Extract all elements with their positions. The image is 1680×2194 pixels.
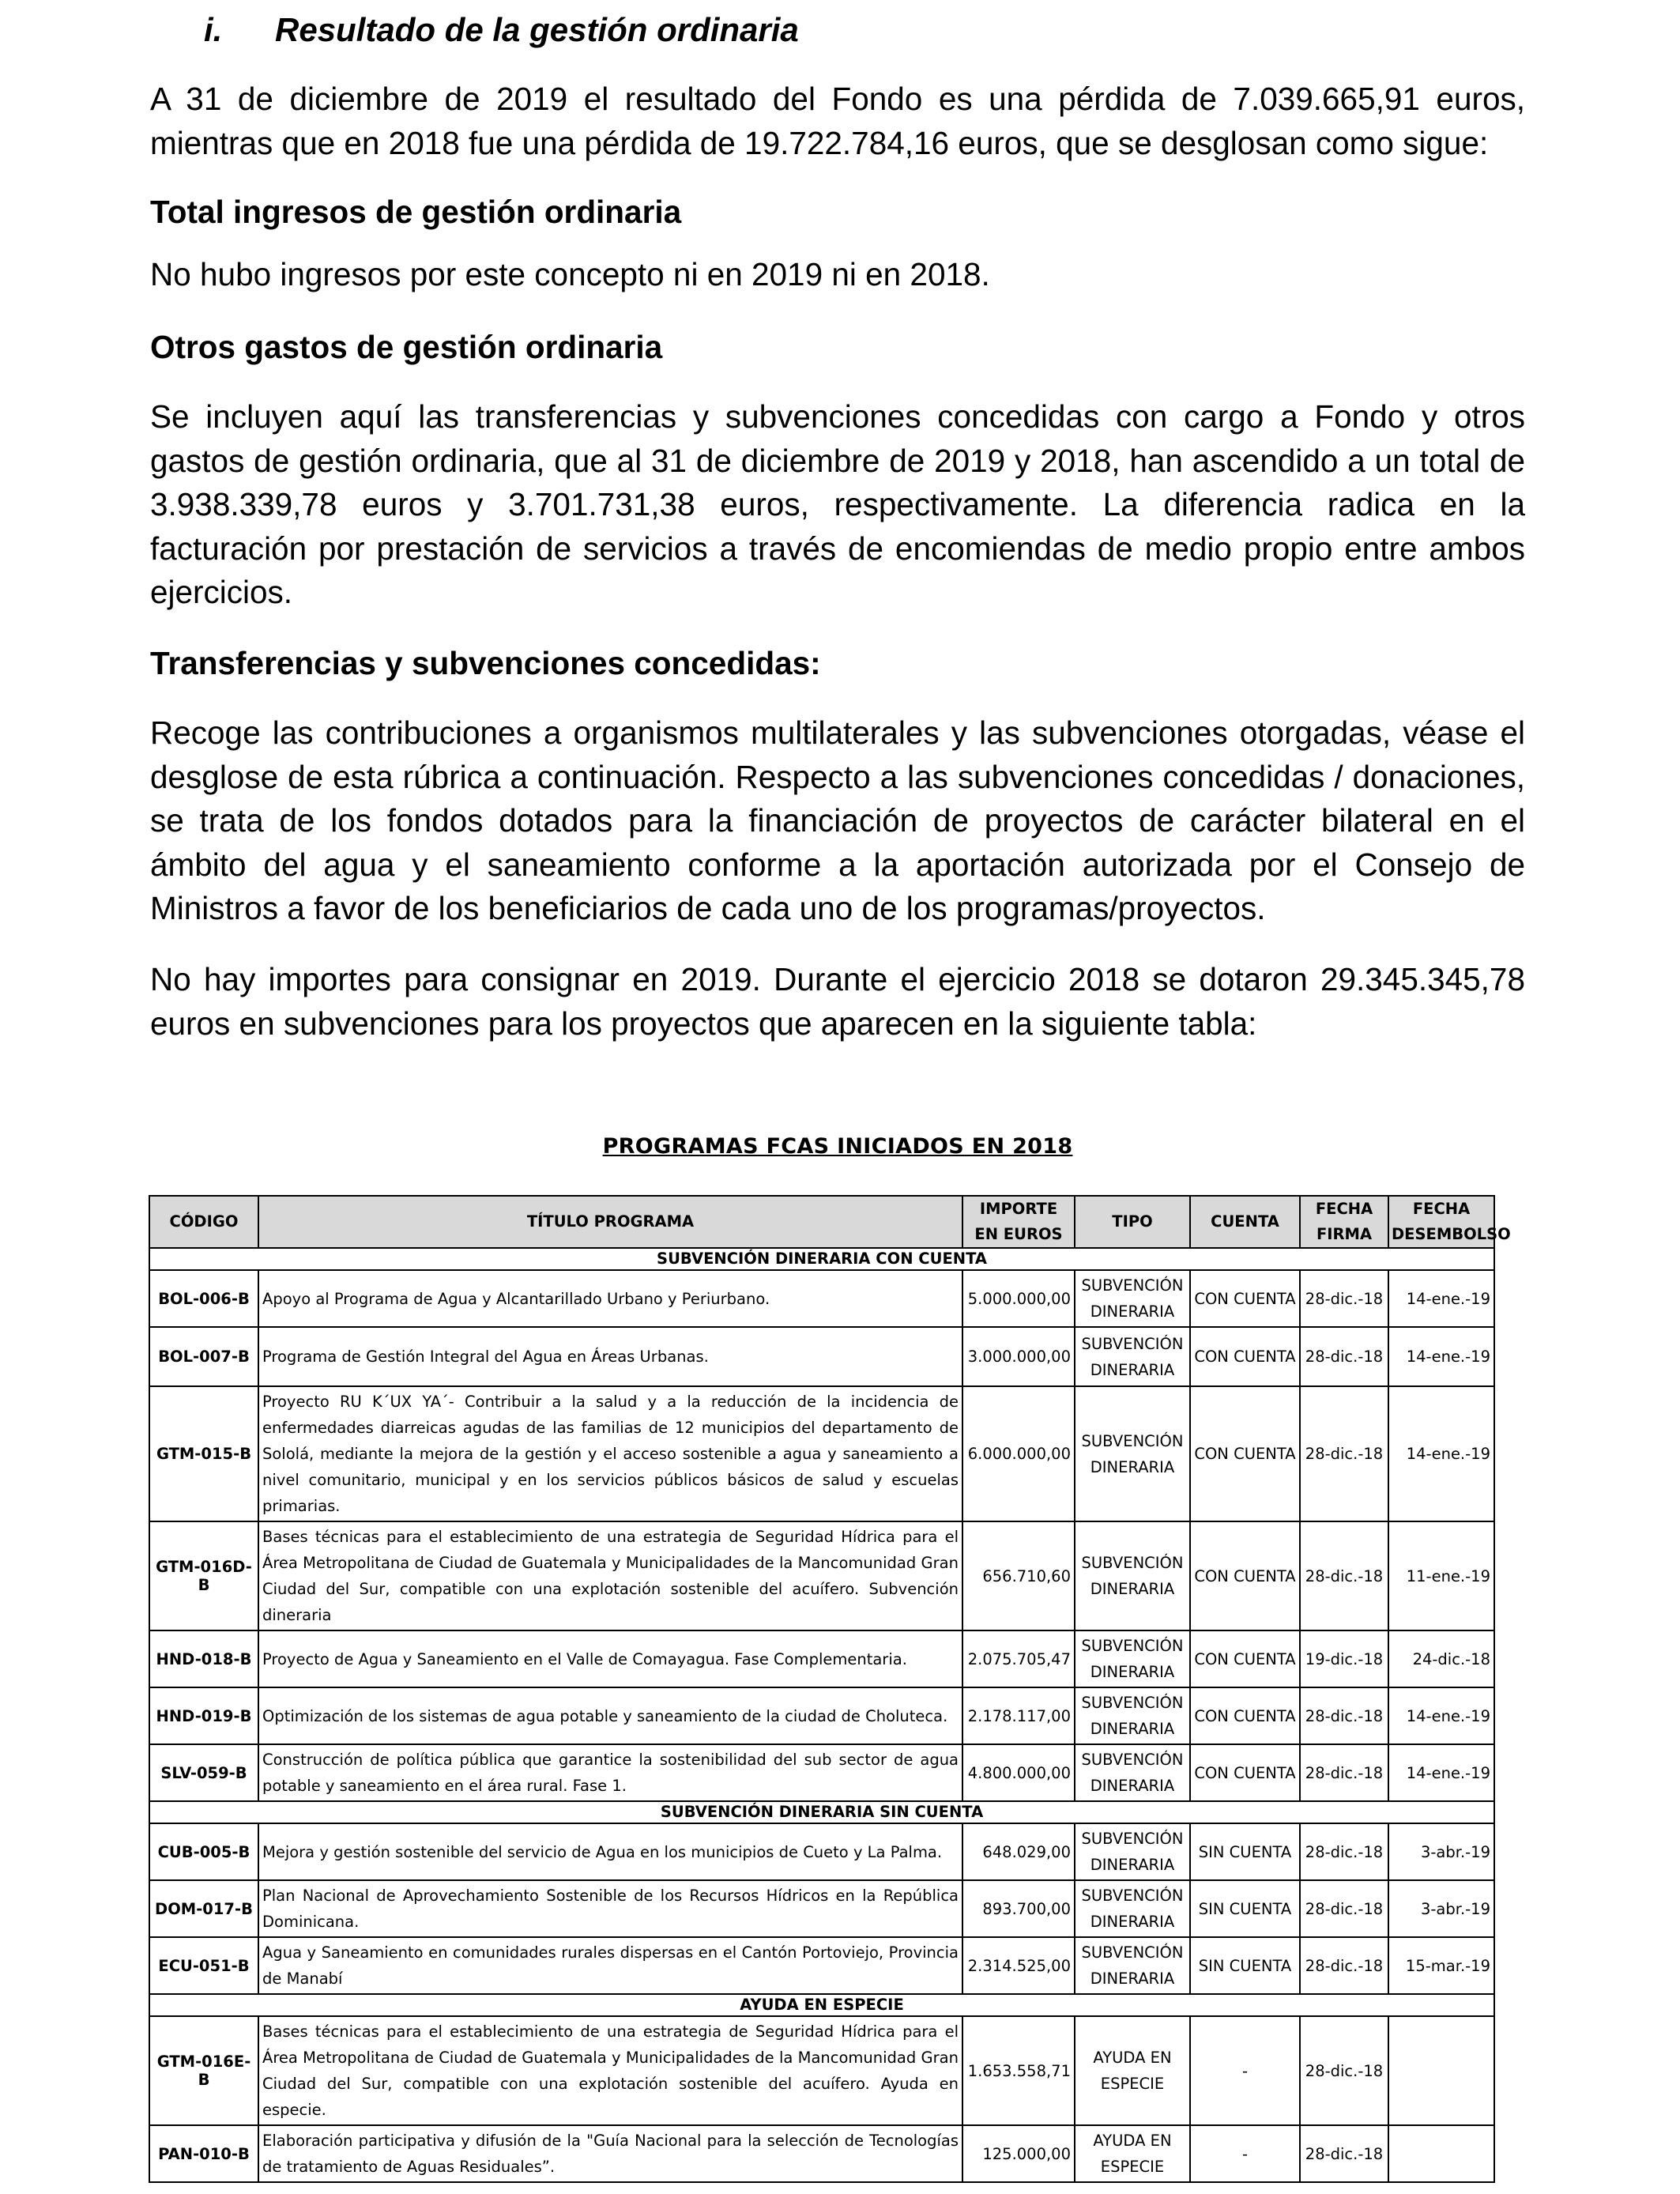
header-importe: IMPORTE EN EUROS	[962, 1196, 1075, 1248]
cell-fecha-firma: 28-dic.-18	[1300, 1386, 1388, 1521]
cell-importe: 6.000.000,00	[962, 1386, 1075, 1521]
cell-tipo: AYUDA EN ESPECIE	[1075, 2016, 1190, 2125]
cell-codigo: GTM-016D-B	[149, 1521, 258, 1630]
cell-fecha-firma: 28-dic.-18	[1300, 1880, 1388, 1937]
table-row	[149, 1687, 1494, 1744]
cell-tipo: AYUDA EN ESPECIE	[1075, 2125, 1190, 2182]
cell-codigo: BOL-007-B	[149, 1327, 258, 1386]
table-row	[149, 1521, 1494, 1630]
subheading-otros-gastos: Otros gastos de gestión ordinaria	[150, 329, 663, 365]
cell-tipo: SUBVENCIÓN DINERARIA	[1075, 1270, 1190, 1327]
cell-codigo: BOL-006-B	[149, 1270, 258, 1327]
cell-fecha-firma: 28-dic.-18	[1300, 1687, 1388, 1744]
cell-cuenta: -	[1190, 2125, 1300, 2182]
cell-fecha-desembolso: 3-abr.-19	[1388, 1880, 1494, 1937]
cell-importe: 1.653.558,71	[962, 2016, 1075, 2125]
ingresos-paragraph: No hubo ingresos por este concepto ni en 2019 ni en 2018.	[150, 256, 990, 292]
cell-titulo: Bases técnicas para el establecimiento de una estrategia de Seguridad Hídrica para el Área Metropolitana de Ciudad de Guatemala y Municipalidades de la Mancomunidad Gran Ciudad del Sur, compatible con una explotación sostenible del acuífero. Ayuda en especie.	[258, 2016, 962, 2125]
cell-codigo: HND-018-B	[149, 1630, 258, 1687]
cell-titulo: Plan Nacional de Aprovechamiento Sostenible de los Recursos Hídricos en la República Dominicana.	[258, 1880, 962, 1937]
cell-fecha-desembolso: 14-ene.-19	[1388, 1270, 1494, 1327]
table-row	[149, 1270, 1494, 1327]
table-row	[149, 1823, 1494, 1880]
table-row	[149, 1327, 1494, 1386]
cell-importe: 656.710,60	[962, 1521, 1075, 1630]
header-fecha-firma: FECHA FIRMA	[1300, 1196, 1388, 1248]
table-section-row	[149, 1801, 1494, 1823]
cell-fecha-firma: 28-dic.-18	[1300, 1937, 1388, 1994]
cell-titulo: Programa de Gestión Integral del Agua en Áreas Urbanas.	[258, 1327, 962, 1386]
cell-importe: 125.000,00	[962, 2125, 1075, 2182]
cell-titulo: Optimización de los sistemas de agua potable y saneamiento de la ciudad de Choluteca.	[258, 1687, 962, 1744]
header-titulo: TÍTULO PROGRAMA	[258, 1196, 962, 1248]
cell-tipo: SUBVENCIÓN DINERARIA	[1075, 1687, 1190, 1744]
cell-titulo: Bases técnicas para el establecimiento de una estrategia de Seguridad Hídrica para el Área Metropolitana de Ciudad de Guatemala y Municipalidades de la Mancomunidad Gran Ciudad del Sur, compatible con una explotación sostenible del acuífero. Subvención dineraria	[258, 1521, 962, 1630]
cell-cuenta: SIN CUENTA	[1190, 1880, 1300, 1937]
cell-fecha-desembolso: 14-ene.-19	[1388, 1327, 1494, 1386]
cell-titulo: Agua y Saneamiento en comunidades rurales dispersas en el Cantón Portoviejo, Provincia de Manabí	[258, 1937, 962, 1994]
cell-cuenta: CON CUENTA	[1190, 1327, 1300, 1386]
cell-codigo: GTM-015-B	[149, 1386, 258, 1521]
section-title: Resultado de la gestión ordinaria	[275, 11, 799, 48]
cell-cuenta: CON CUENTA	[1190, 1521, 1300, 1630]
cell-fecha-firma: 28-dic.-18	[1300, 1270, 1388, 1327]
section-number: i.	[204, 11, 223, 48]
cell-codigo: SLV-059-B	[149, 1744, 258, 1801]
cell-titulo: Mejora y gestión sostenible del servicio de Agua en los municipios de Cueto y La Palma.	[258, 1823, 962, 1880]
cell-importe: 893.700,00	[962, 1880, 1075, 1937]
cell-fecha-desembolso: 24-dic.-18	[1388, 1630, 1494, 1687]
cell-cuenta: CON CUENTA	[1190, 1386, 1300, 1521]
cell-cuenta: CON CUENTA	[1190, 1270, 1300, 1327]
cell-codigo: CUB-005-B	[149, 1823, 258, 1880]
cell-fecha-firma: 28-dic.-18	[1300, 1521, 1388, 1630]
table-row	[149, 2125, 1494, 2182]
header-fecha-desembolso: FECHA DESEMBOLSO	[1388, 1196, 1494, 1248]
cell-tipo: SUBVENCIÓN DINERARIA	[1075, 1937, 1190, 1994]
cell-fecha-desembolso	[1388, 2125, 1494, 2182]
header-tipo: TIPO	[1075, 1196, 1190, 1248]
cell-titulo: Proyecto RU K´UX YA´- Contribuir a la salud y a la reducción de la incidencia de enfermedades diarreicas agudas de las familias de 12 municipios del departamento de Sololá, mediante la mejora de la gestión y el acceso sostenible a agua y saneamiento a nivel comunitario, municipal y en los servicios públicos básicos de salud y escuelas primarias.	[258, 1386, 962, 1521]
intro-paragraph: A 31 de diciembre de 2019 el resultado del Fondo es una pérdida de 7.039.665,91 euros, mientras que en 2018 fue una pérdida de 19.722.784,16 euros, que se desglosan como sigue:	[150, 81, 1525, 161]
importes-paragraph: No hay importes para consignar en 2019. Durante el ejercicio 2018 se dotaron 29.345.345,78 euros en subvenciones para los proyectos que aparecen en la siguiente tabla:	[150, 961, 1525, 1042]
cell-cuenta: SIN CUENTA	[1190, 1823, 1300, 1880]
cell-titulo: Construcción de política pública que garantice la sostenibilidad del sub sector de agua potable y saneamiento en el área rural. Fase 1.	[258, 1744, 962, 1801]
cell-codigo: GTM-016E-B	[149, 2016, 258, 2125]
transferencias-paragraph: Recoge las contribuciones a organismos multilaterales y las subvenciones otorgadas, véase el desglose de esta rúbrica a continuación. Respecto a las subvenciones concedidas / donaciones, se trata de los fondos dotados para la financiación de proyectos de carácter bilateral en el ámbito del agua y el saneamiento conforme a la aportación autorizada por el Consejo de Ministros a favor de los beneficiarios de cada uno de los programas/proyectos.	[150, 714, 1525, 926]
cell-titulo: Apoyo al Programa de Agua y Alcantarillado Urbano y Periurbano.	[258, 1270, 962, 1327]
cell-codigo: DOM-017-B	[149, 1880, 258, 1937]
section-label: SUBVENCIÓN DINERARIA CON CUENTA	[149, 1248, 1494, 1270]
cell-importe: 2.178.117,00	[962, 1687, 1075, 1744]
cell-importe: 2.314.525,00	[962, 1937, 1075, 1994]
cell-fecha-desembolso: 14-ene.-19	[1388, 1744, 1494, 1801]
cell-codigo: ECU-051-B	[149, 1937, 258, 1994]
table-body	[149, 1248, 1494, 2182]
cell-cuenta: CON CUENTA	[1190, 1630, 1300, 1687]
cell-tipo: SUBVENCIÓN DINERARIA	[1075, 1744, 1190, 1801]
header-codigo: CÓDIGO	[149, 1196, 258, 1248]
cell-cuenta: -	[1190, 2016, 1300, 2125]
cell-importe: 3.000.000,00	[962, 1327, 1075, 1386]
table-row	[149, 1630, 1494, 1687]
table-row	[149, 1744, 1494, 1801]
header-cuenta: CUENTA	[1190, 1196, 1300, 1248]
table-caption: PROGRAMAS FCAS INICIADOS EN 2018	[602, 1134, 1073, 1159]
table-row	[149, 1880, 1494, 1937]
cell-importe: 5.000.000,00	[962, 1270, 1075, 1327]
table-row	[149, 2016, 1494, 2125]
otros-gastos-paragraph: Se incluyen aquí las transferencias y subvenciones concedidas con cargo a Fondo y otros gastos de gestión ordinaria, que al 31 de diciembre de 2019 y 2018, han ascendido a un total de 3.938.339,78 euros y 3.701.731,38 euros, respectivamente. La diferencia radica en la facturación por prestación de servicios a través de encomiendas de medio propio entre ambos ejercicios.	[150, 398, 1525, 610]
cell-fecha-desembolso: 14-ene.-19	[1388, 1687, 1494, 1744]
cell-tipo: SUBVENCIÓN DINERARIA	[1075, 1386, 1190, 1521]
cell-codigo: HND-019-B	[149, 1687, 258, 1744]
cell-cuenta: CON CUENTA	[1190, 1744, 1300, 1801]
cell-tipo: SUBVENCIÓN DINERARIA	[1075, 1327, 1190, 1386]
subheading-transferencias: Transferencias y subvenciones concedidas:	[150, 645, 821, 681]
cell-tipo: SUBVENCIÓN DINERARIA	[1075, 1880, 1190, 1937]
cell-fecha-firma: 28-dic.-18	[1300, 1744, 1388, 1801]
table-header-row	[149, 1196, 1494, 1248]
cell-importe: 648.029,00	[962, 1823, 1075, 1880]
section-label: SUBVENCIÓN DINERARIA SIN CUENTA	[149, 1801, 1494, 1823]
cell-fecha-desembolso: 11-ene.-19	[1388, 1521, 1494, 1630]
cell-titulo: Elaboración participativa y difusión de la "Guía Nacional para la selección de Tecnologías de tratamiento de Aguas Residuales”.	[258, 2125, 962, 2182]
cell-fecha-desembolso	[1388, 2016, 1494, 2125]
subheading-ingresos: Total ingresos de gestión ordinaria	[150, 194, 682, 230]
cell-codigo: PAN-010-B	[149, 2125, 258, 2182]
cell-fecha-firma: 28-dic.-18	[1300, 2016, 1388, 2125]
table-section-row	[149, 1248, 1494, 1270]
cell-tipo: SUBVENCIÓN DINERARIA	[1075, 1630, 1190, 1687]
table-section-row	[149, 1994, 1494, 2016]
cell-cuenta: CON CUENTA	[1190, 1687, 1300, 1744]
table-row	[149, 1937, 1494, 1994]
cell-fecha-firma: 28-dic.-18	[1300, 2125, 1388, 2182]
cell-fecha-desembolso: 3-abr.-19	[1388, 1823, 1494, 1880]
cell-tipo: SUBVENCIÓN DINERARIA	[1075, 1521, 1190, 1630]
cell-fecha-firma: 28-dic.-18	[1300, 1327, 1388, 1386]
table-row	[149, 1386, 1494, 1521]
cell-importe: 2.075.705,47	[962, 1630, 1075, 1687]
cell-fecha-firma: 19-dic.-18	[1300, 1630, 1388, 1687]
cell-tipo: SUBVENCIÓN DINERARIA	[1075, 1823, 1190, 1880]
cell-fecha-desembolso: 15-mar.-19	[1388, 1937, 1494, 1994]
cell-importe: 4.800.000,00	[962, 1744, 1075, 1801]
programs-table	[149, 1195, 1511, 2183]
section-label: AYUDA EN ESPECIE	[149, 1994, 1494, 2016]
cell-titulo: Proyecto de Agua y Saneamiento en el Valle de Comayagua. Fase Complementaria.	[258, 1630, 962, 1687]
section-heading	[204, 11, 799, 49]
cell-fecha-desembolso: 14-ene.-19	[1388, 1386, 1494, 1521]
cell-cuenta: SIN CUENTA	[1190, 1937, 1300, 1994]
cell-fecha-firma: 28-dic.-18	[1300, 1823, 1388, 1880]
